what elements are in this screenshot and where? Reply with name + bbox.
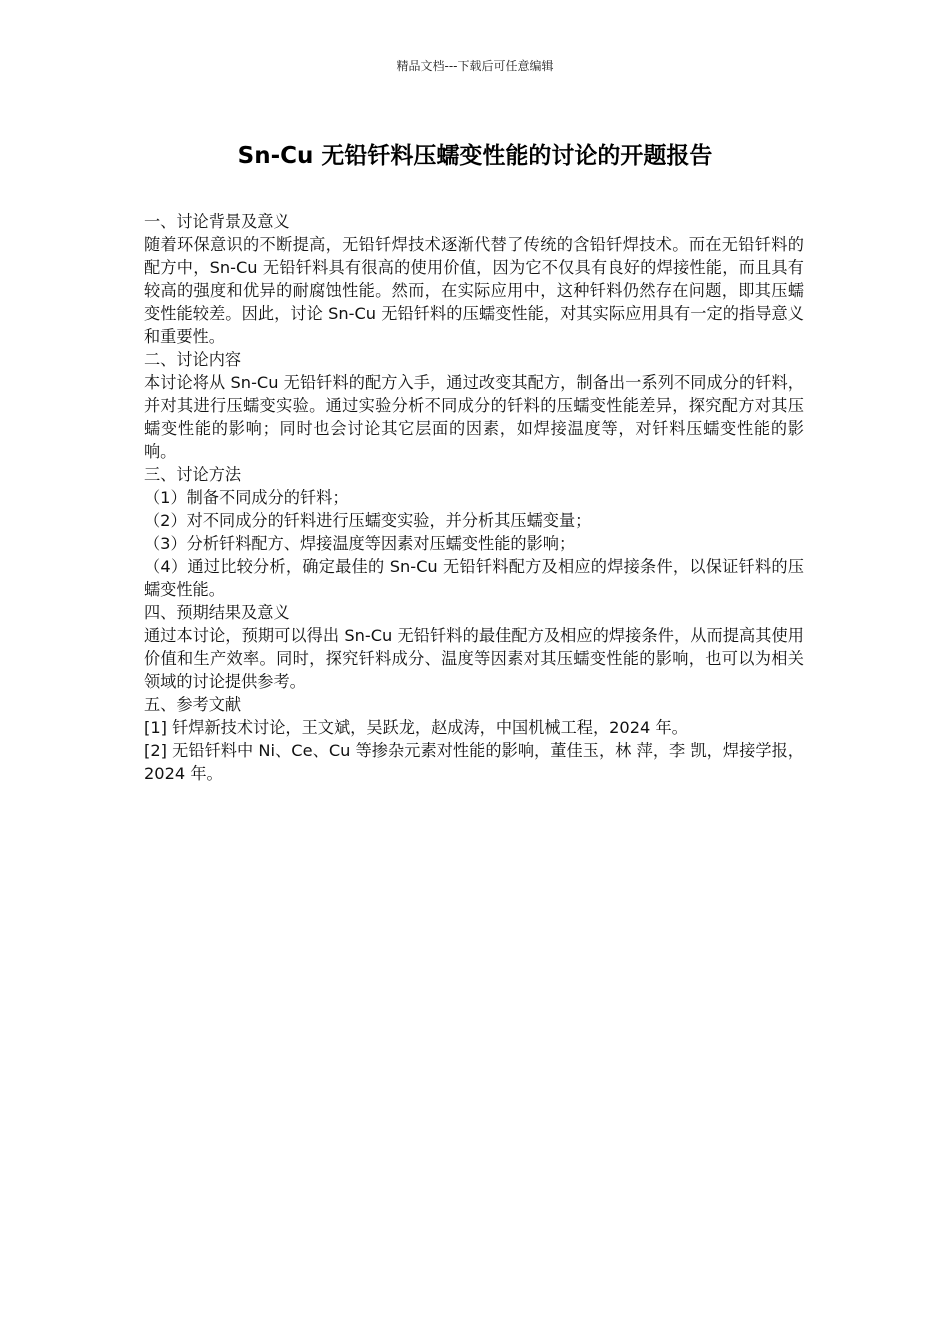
section-heading: 三、讨论方法 [144,465,242,484]
section-references [144,693,804,785]
list-item: （1）制备不同成分的钎料； [144,488,349,507]
section-heading: 四、预期结果及意义 [144,603,290,622]
section-methods [144,463,804,601]
paragraph: 本讨论将从 Sn-Cu 无铅钎料的配方入手，通过改变其配方，制备出一系列不同成分的钎料，并对其进行压蠕变实验。通过实验分析不同成分的钎料的压蠕变性能差异，探究配方对其压蠕变性能的影响；同时也会讨论其它层面的因素，如焊接温度等，对钎料压蠕变性能的影响。 [144,373,804,461]
list-item: （2）对不同成分的钎料进行压蠕变实验，并分析其压蠕变量； [144,511,592,530]
list-item: （3）分析钎料配方、焊接温度等因素对压蠕变性能的影响； [144,534,576,553]
reference-item: [1] 钎焊新技术讨论，王文斌，吴跃龙，赵成涛，中国机械工程，2024 年。 [144,718,688,737]
section-content [144,348,804,463]
document-title: Sn-Cu 无铅钎料压蠕变性能的讨论的开题报告 [237,143,713,169]
section-heading: 五、参考文献 [144,695,242,714]
section-heading: 二、讨论内容 [144,350,242,369]
document-body [144,210,804,785]
section-background [144,210,804,348]
reference-item: [2] 无铅钎料中 Ni、Ce、Cu 等掺杂元素对性能的影响，董佳玉，林 萍，李 凯，焊接学报，2024 年。 [144,741,804,783]
section-expected-results [144,601,804,693]
section-heading: 一、讨论背景及意义 [144,212,290,231]
header-note: 精品文档---下载后可任意编辑 [396,59,554,73]
paragraph: 通过本讨论，预期可以得出 Sn-Cu 无铅钎料的最佳配方及相应的焊接条件，从而提高其使用价值和生产效率。同时，探究钎料成分、温度等因素对其压蠕变性能的影响，也可以为相关领域的讨论提供参考。 [144,626,804,691]
paragraph: 随着环保意识的不断提高，无铅钎焊技术逐渐代替了传统的含铅钎焊技术。而在无铅钎料的配方中，Sn-Cu 无铅钎料具有很高的使用价值，因为它不仅具有良好的焊接性能，而且具有较高的强度和优异的耐腐蚀性能。然而，在实际应用中，这种钎料仍然存在问题，即其压蠕变性能较差。因此，讨论 Sn-Cu 无铅钎料的压蠕变性能，对其实际应用具有一定的指导意义和重要性。 [144,235,804,346]
list-item: （4）通过比较分析，确定最佳的 Sn-Cu 无铅钎料配方及相应的焊接条件，以保证钎料的压蠕变性能。 [144,557,804,599]
